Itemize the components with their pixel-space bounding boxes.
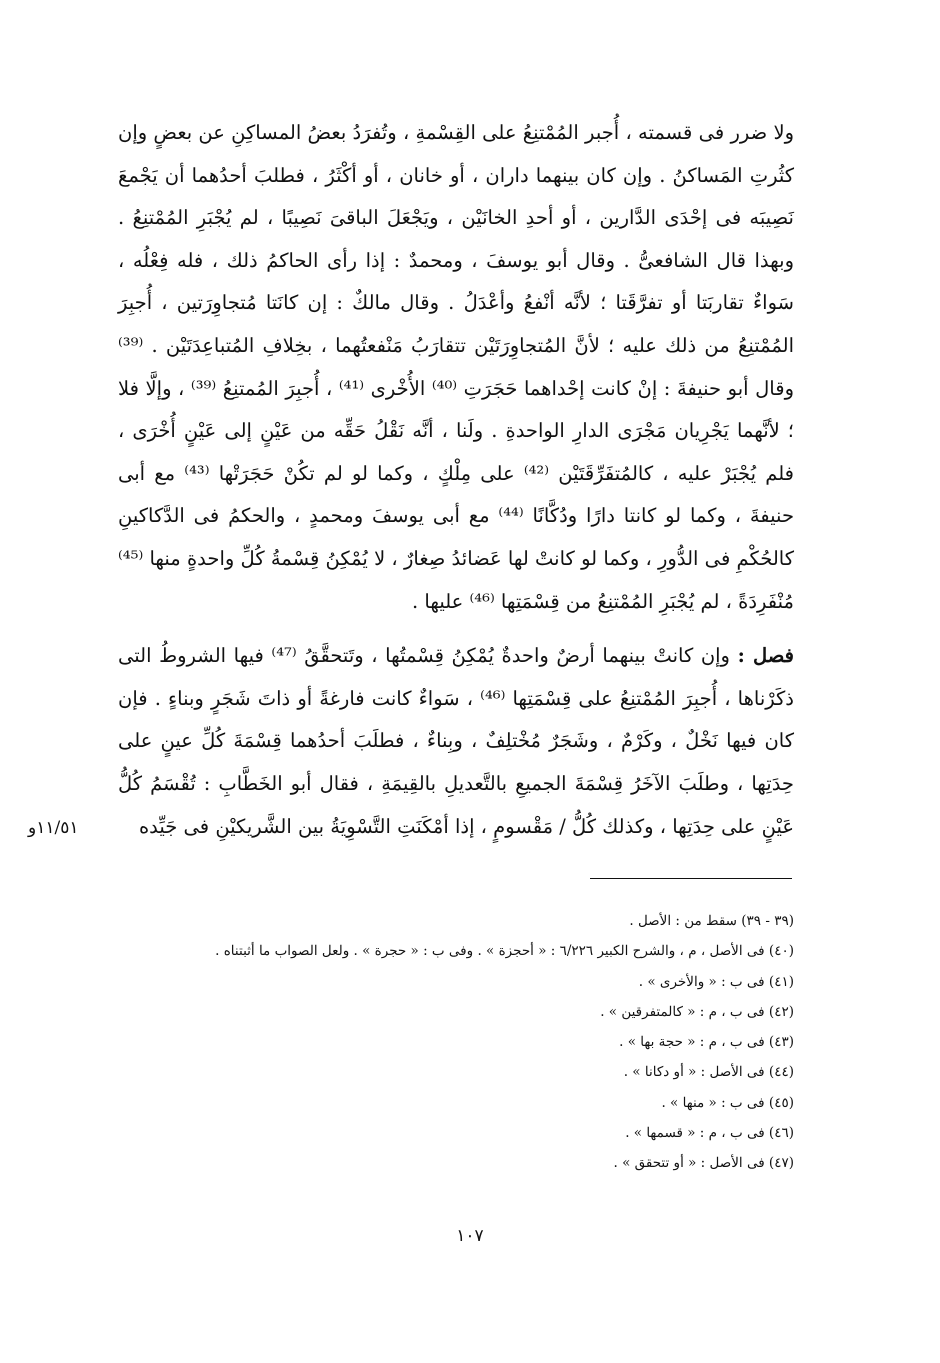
footnote-item: (٣٩ - ٣٩) سقط من : الأصل . (629, 913, 794, 929)
paragraph-gap (118, 623, 794, 635)
body-paragraph-2-text: وإن كانتْ بينهما أرضٌ واحدةٌ يُمْكِنُ قِسْمتُها ، وتَتحقَّقُ ⁽⁴⁷⁾ فيها الشروطُ التى ذكَرْناها ، أُجبِرَ المُمْتنِعُ على قِسْمَتِها ⁽⁴⁶⁾ ، سَواءٌ كانت فارغةً أو ذاتَ شَجَرٍ وبناءٍ . فإن كان فيها نَخْلٌ ، وكَرْمٌ ، وشَجَرٌ مُخْتلِفٌ ، وبِناءٌ ، فطلَبَ أحدُهما قِسْمَةَ كُلِّ عينٍ على حِدَتِها ، وطلَبَ الآخَرُ قِسْمَةَ الجميعِ بالتَّعديلِ بالقِيمَةِ ، فقال أبو الخَطَّابِ : تُقْسَمُ كُلُّ عَيْنٍ على حِدَتِها ، وكذلك كُلُّ / مَقْسومٍ ، إذا أمْكَنَتِ التَّسْوِيَةُ بين الشَّريكيْنِ فى جَيِّده (118, 644, 794, 838)
body-paragraph-1: ولا ضرر فى قسمته ، أُجبر المُمْتنِعُ على القِسْمةِ ، وتُفرَدُ بعضُ المساكِنِ عن بعضٍ وإن كثُرتِ المَساكنُ . وإن كان بينهما داران ، أو خانان ، أو أكْثَرُ ، فطلبَ أحدُهما أن يَجْمعَ نَصِيبَه فى إحْدَى الدَّارين ، أو أحدِ الخانَيْن ، ويَجْعَلَ الباقىَ نَصِيبًا ، لم يُجْبَرِ المُمْتنِعُ . وبهذا قال الشافعىُّ . وقال أبو يوسفَ ، ومحمدٌ : إذا رأى الحاكمُ ذلك ، فله فِعْلُه ، سَواءٌ تقاربَتا أو تفرَّقَتا ؛ لأنَّه أنْفعُ وأعْدَلُ . وقال مالكٌ : إن كانَتا مُتجاوِرَتين ، أُجبِرَ المُمْتنِعُ من ذلك عليه ؛ لأنَّ المُتجاوِرَتَيْن تتقارَبُ مَنْفعتُهما ، بخِلافِ المُتباعِدَتَيْن . ⁽³⁹⁾وقال أبو حنيفةَ : إنْ كانت إحْداهما حَجَرَتِ ⁽⁴⁰⁾ الأُخْرى ⁽⁴¹⁾ ، أُجبِرَ المُمتنِعُ ⁽³⁹⁾ ، وإلَّا فلا ؛ لأنَّهما يَجْرِيان مَجْرَى الدارِ الواحدةِ . ولَنا ، أنَّه نَقْلُ حَقِّه من عَيْنٍ إلى عَيْنٍ أُخْرَى ، فلم يُجْبَرْ عليه ، كالمُتفَرِّقَتَيْن ⁽⁴²⁾ على مِلْكٍ ، وكما لو لم تكُنْ حَجَرَتْها ⁽⁴³⁾ مع أبى حنيفةَ ، وكما لو كانتا دارًا ودُكَّانًا ⁽⁴⁴⁾ مع أبى يوسفَ ومحمدٍ ، والحكمُ فى الدَّكاكينِ كالحُكْمِ فى الدُّورِ ، وكما لو كانتْ لها عَضائدُ صِغارٌ ، لا يُمْكِنُ قِسْمةُ كُلِّ واحدةٍ منها ⁽⁴⁵⁾ مُنْفَرِدَةً ، لم يُجْبَرِ المُمْتنِعُ من قِسْمَتِها ⁽⁴⁶⁾ عليها . (118, 121, 794, 613)
manuscript-folio-note: ١١/٥١و (28, 818, 79, 838)
footnote-item: (٤٦) فى ب ، م : « قسمها » . (625, 1125, 794, 1142)
footnote-item: (٤١) فى ب : « والأخرى » . (638, 973, 794, 990)
body-paragraph-2 (118, 635, 794, 848)
footnote-item: (٤٣) فى ب ، م : « حجة بها » . (619, 1034, 794, 1051)
page-number: ١٠٧ (456, 1226, 484, 1246)
section-label: فصل : (737, 644, 794, 668)
main-text (118, 112, 794, 848)
footnote-item: (٤٤) فى الأصل : « أو دكانا » . (623, 1064, 794, 1081)
footnote-item: (٤٠) فى الأصل ، م ، والشرح الكبير ٦/٢٢٦ : « أحجزة » . وفى ب : « حجرة » . ولعل الصواب ما أثبتناه . (215, 943, 794, 960)
footnote-item: (٤٢) فى ب ، م : « كالمتفرقين » . (600, 1003, 794, 1020)
footnotes (100, 906, 794, 1179)
footnote-divider (590, 878, 792, 879)
footnote-item: (٤٧) فى الأصل : « أو تتحقق » . (613, 1155, 794, 1172)
footnote-item: (٤٥) فى ب : « منها » . (661, 1094, 794, 1111)
